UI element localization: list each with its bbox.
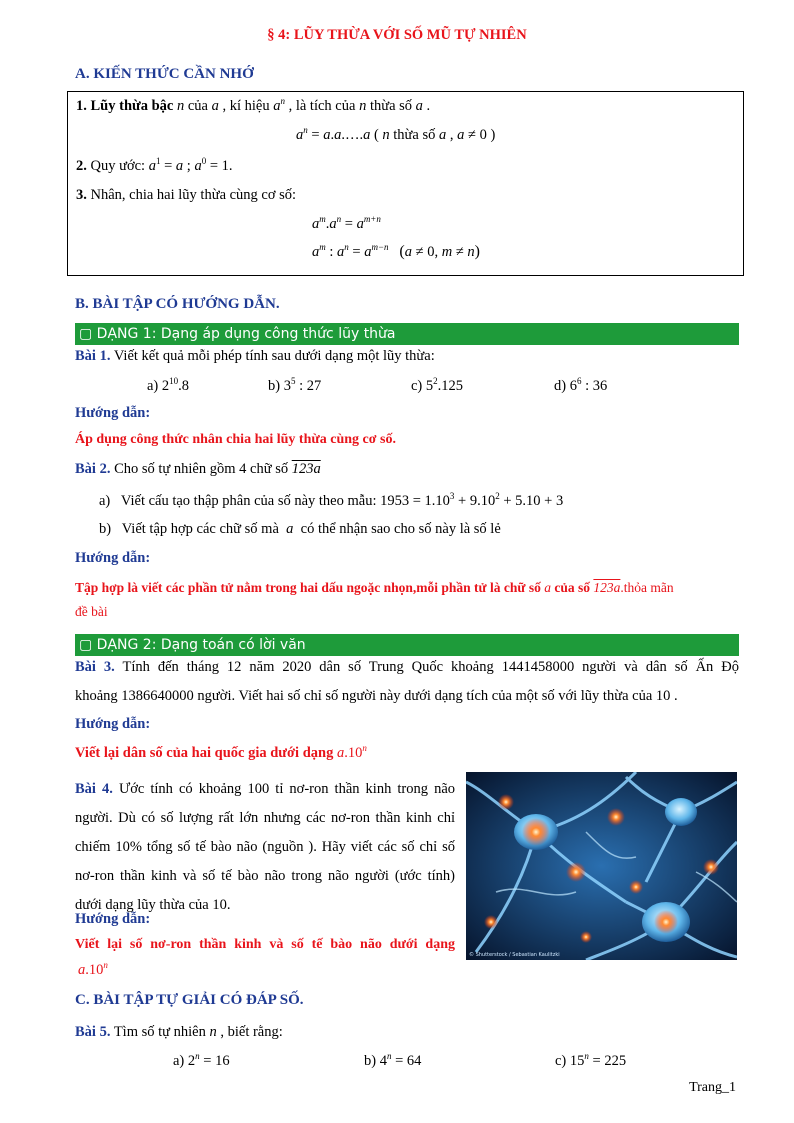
bai-4: Bài 4. Ước tính có khoảng 100 tỉ nơ-ron thần kinh trong não người. Dù có số lượng rất lớn nhưng các nơ-ron thần kinh chỉ chiếm 10% tổng số tế bào não (nguồn ). Hãy viết các số chỉ số nơ-ron thần kinh và số tế bào não trong não người (ước tính) dưới dạng lũy thừa của 10. <box>75 781 456 913</box>
bai-2-b: b) Viết tập hợp các chữ số mà a có thể nhận sao cho số này là số lẻ <box>99 521 501 537</box>
bai-1 <box>75 348 435 365</box>
bai-1-text: Viết kết quả mỗi phép tính sau dưới dạng một lũy thừa: <box>113 348 435 364</box>
rule-1-heading: 1. Lũy thừa bậc <box>76 98 174 114</box>
bai-1-guide-label: Hướng dẫn: <box>75 405 151 421</box>
dang-1-band: ▢ DẠNG 1: Dạng áp dụng công thức lũy thừa <box>75 323 739 345</box>
bai-3-answer: Viết lại dân số của hai quốc gia dưới dạng a.10$^n$ <box>75 743 367 761</box>
bai-1-b: b) $3^5$ : 27 <box>268 376 322 394</box>
bai-2-a: a) Viết cấu tạo thập phân của số này theo mẫu: $1953 = 1.10^3 + 9.10^2 + 5.10 + 3$ <box>99 491 564 509</box>
bai-3-line-2: khoảng 1386640000 người. Viết hai số chỉ số người này dưới dạng tích của một số với lũy thừa của 10 . <box>75 688 678 704</box>
bai-2-number: 123a <box>291 461 321 477</box>
bai-4-guide-label: Hướng dẫn: <box>75 911 151 927</box>
rule-3: 3. Nhân, chia hai lũy thừa cùng cơ số: <box>76 187 297 203</box>
bai-1-c: c) $5^2.125$ <box>411 376 464 394</box>
theory-box <box>67 91 744 276</box>
bai-3-guide-label: Hướng dẫn: <box>75 716 151 732</box>
formula-multiply: $a^m.a^n = a^{m+n}$ <box>312 214 381 232</box>
dang-2-band: ▢ DẠNG 2: Dạng toán có lời văn <box>75 634 739 656</box>
bai-2-guide-label: Hướng dẫn: <box>75 550 151 566</box>
image-credit: © Shutterstock / Sebastian Kaulitzki <box>469 952 560 958</box>
neuron-image <box>466 772 737 960</box>
page-footer: Trang_1 <box>689 1080 736 1095</box>
section-b-heading: B. BÀI TẬP CÓ HƯỚNG DẪN. <box>75 296 280 312</box>
bai-2-text: Cho số tự nhiên gồm 4 chữ số <box>114 461 289 477</box>
bai-1-answer: Áp dụng công thức nhân chia hai lũy thừa cùng cơ số. <box>75 432 396 447</box>
bai-2-answer: Tập hợp là viết các phần tử nằm trong hai dấu ngoặc nhọn,mỗi phần tử là chữ số a của số 123a.thỏa mãn <box>75 580 674 595</box>
rule-1-text: của a , kí hiệu $a^n$ , là tích của n thừa số a . <box>187 96 431 114</box>
bai-1-label: Bài 1. <box>75 348 111 364</box>
page-title: § 4: LŨY THỪA VỚI SỐ MŨ TỰ NHIÊN <box>267 27 527 43</box>
bai-3-line-1: Bài 3. Tính đến tháng 12 năm 2020 dân số Trung Quốc khoảng 1441458000 người và dân số Ấn Độ <box>75 659 739 675</box>
bai-2 <box>75 461 321 478</box>
bai-4-answer: Viết lại số nơ-ron thần kinh và số tế bào não dưới dạng <box>75 937 455 952</box>
rule-2: 2. Quy ước: $a^1 = a$ ; $a^0 = 1$. <box>76 156 233 174</box>
bai-2-answer-cont: đề bài <box>75 604 108 619</box>
section-a-heading: A. KIẾN THỨC CẦN NHỚ <box>75 66 254 82</box>
bai-5: Bài 5. Tìm số tự nhiên n , biết rằng: <box>75 1024 283 1040</box>
section-c-heading: C. BÀI TẬP TỰ GIẢI CÓ ĐÁP SỐ. <box>75 992 304 1008</box>
bai-5-b: b) $4^n = 64$ <box>364 1051 422 1069</box>
bai-2-label: Bài 2. <box>75 461 111 477</box>
rule-1-formula: $a^n$ = a.a.….a ( n thừa số a , a ≠ 0 ) <box>296 125 496 143</box>
formula-divide: $a^m$ : $a^n = a^{m-n}$ (a ≠ 0, m ≠ n) <box>312 242 480 260</box>
bai-5-a: a) $2^n = 16$ <box>173 1051 230 1069</box>
rule-1: 1. Lũy thừa bậc n của a , kí hiệu $a^n$ , là tích của n thừa số a . <box>76 96 431 114</box>
bai-4-answer-formula: a.10$^n$ <box>78 960 108 978</box>
neuron-illustration <box>466 772 737 960</box>
bai-5-c: c) $15^n = 225$ <box>555 1051 627 1069</box>
bai-1-d: d) $6^6$ : 36 <box>554 376 608 394</box>
bai-1-a: a) $2^{10}.8$ <box>147 376 190 394</box>
